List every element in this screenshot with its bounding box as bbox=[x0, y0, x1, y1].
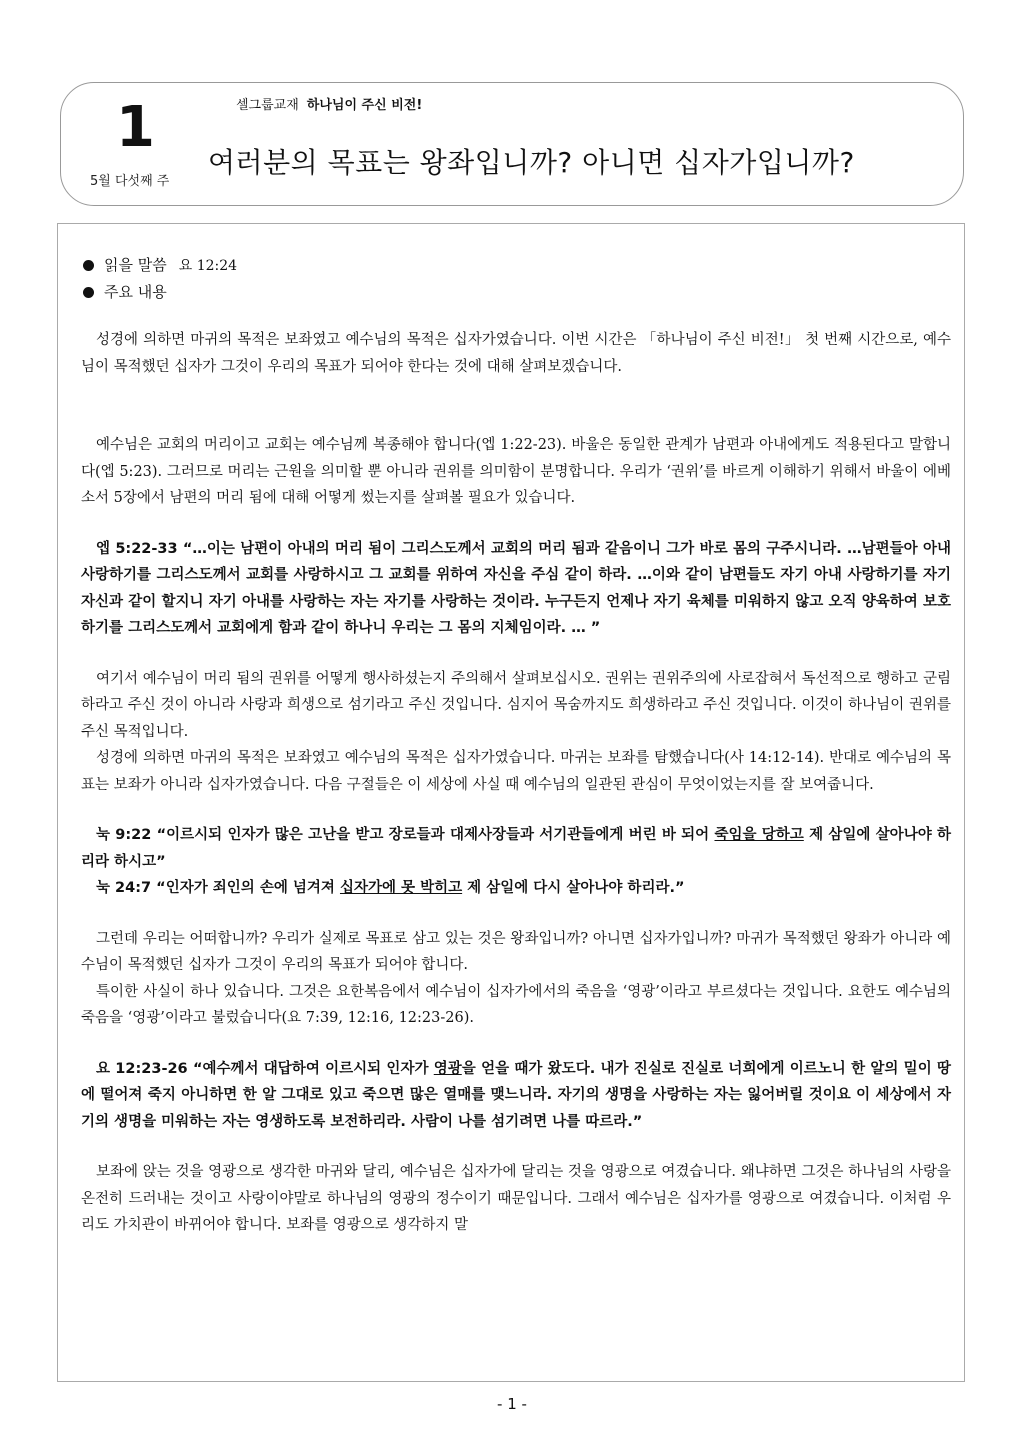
verse-quote: 요 12:23-26 “예수께서 대답하여 이르시되 인자가 영광을 얻을 때가 왔도다. 내가 진실로 진실로 너희에게 이르노니 한 알의 밀이 땅에 떨어져 죽지 아니하면 한 알 그대로 있고 죽으면 많은 열매를 맺느니라. 자기의 생명을 사랑하는 자는 잃어버릴 것이요 이 세상에서 자기의 생명을 미워하는 자는 영생하도록 보전하리라. 사람이 나를 섬기려면 나를 따르라.” bbox=[81, 1060, 951, 1130]
bullet-dot-icon bbox=[83, 260, 94, 271]
week-label: 5월 다섯째 주 bbox=[90, 174, 170, 189]
reading-bullet bbox=[81, 252, 951, 279]
underlined-phrase: 영광 bbox=[433, 1060, 462, 1077]
paragraph: 그런데 우리는 어떠합니까? 우리가 실제로 목표로 삼고 있는 것은 왕좌입니까? 아니면 십자가입니까? 마귀가 목적했던 왕좌가 아니라 예수님이 목적했던 십자가 그것이 우리의 목표가 되어야 합니다. bbox=[81, 930, 951, 973]
content-box bbox=[57, 223, 965, 1382]
paragraph: 성경에 의하면 마귀의 목적은 보좌였고 예수님의 목적은 십자가였습니다. 이번 시간은 「하나님이 주신 비전!」 첫 번째 시간으로, 예수님이 목적했던 십자가 그것이 우리의 목표가 되어야 한다는 것에 대해 살펴보겠습니다. bbox=[81, 332, 951, 375]
verse-quote: 눅 24:7 “인자가 죄인의 손에 넘겨져 십자가에 못 박히고 제 삼일에 다시 살아나야 하리라.” bbox=[96, 880, 685, 896]
paragraph: 성경에 의하면 마귀의 목적은 보좌였고 예수님의 목적은 십자가였습니다. 마귀는 보좌를 탐했습니다(사 14:12-14). 반대로 예수님의 목표는 보좌가 아니라 십자가였습니다. 다음 구절들은 이 세상에 사실 때 예수님의 일관된 관심이 무엇이었는지를 잘 보여줍니다. bbox=[81, 750, 951, 793]
underlined-phrase: 십자가에 못 박히고 bbox=[339, 880, 463, 896]
paragraph: 보좌에 앉는 것을 영광으로 생각한 마귀와 달리, 예수님은 십자가에 달리는 것을 영광으로 여겼습니다. 왜냐하면 그것은 하나님의 사랑을 온전히 드러내는 것이고 사랑이야말로 하나님의 영광의 정수이기 때문입니다. 그래서 예수님은 십자가를 영광으로 여겼습니다. 이처럼 우리도 가치관이 바뀌어야 합니다. 보좌를 영광으로 생각하지 말 bbox=[81, 1164, 951, 1233]
paragraph: 예수님은 교회의 머리이고 교회는 예수님께 복종해야 합니다(엡 1:22-23). 바울은 동일한 관계가 남편과 아내에게도 적용된다고 말합니다(엡 5:23). 그러므로 머리는 근원을 의미할 뿐 아니라 권위를 의미함이 분명합니다. 우리가 ‘권위’를 바르게 이해하기 위해서 바울이 에베소서 5장에서 남편의 머리 됨에 대해 어떻게 썼는지를 살펴볼 필요가 있습니다. bbox=[81, 437, 951, 506]
reading-ref: 요 12:24 bbox=[178, 258, 238, 274]
page-number: - 1 - bbox=[497, 1395, 527, 1413]
bullet-dot-icon bbox=[83, 287, 94, 298]
reading-label: 읽을 말씀 bbox=[104, 256, 167, 274]
verse-quote: 눅 9:22 “이르시되 인자가 많은 고난을 받고 장로들과 대제사장들과 서기관들에게 버린 바 되어 죽임을 당하고 제 삼일에 살아나야 하리라 하시고” bbox=[81, 827, 951, 870]
main-bullet bbox=[81, 279, 951, 305]
main-label: 주요 내용 bbox=[104, 283, 167, 301]
lesson-number: 1 bbox=[116, 95, 155, 160]
content bbox=[81, 252, 951, 1239]
underlined-phrase: 죽임을 당하고 bbox=[714, 827, 804, 843]
series-name: 하나님이 주신 비전! bbox=[306, 98, 423, 113]
series-label: 셀그룹교재 bbox=[236, 98, 299, 113]
page-title: 여러분의 목표는 왕좌입니까? 아니면 십자가입니까? bbox=[208, 146, 855, 179]
verse-quote: 엡 5:22-33 “…이는 남편이 아내의 머리 됨이 그리스도께서 교회의 머리 됨과 같음이니 그가 바로 몸의 구주시니라. …남편들아 아내 사랑하기를 그리스도께서 교회를 사랑하시고 그 교회를 위하여 자신을 주심 같이 하라. …이와 같이 남편들도 자기 아내 사랑하기를 자기 자신과 같이 할지니 자기 아내를 사랑하는 자는 자기를 사랑하는 것이라. 누구든지 언제나 자기 육체를 미워하지 않고 오직 양육하여 보호하기를 그리스도께서 교회에게 함과 같이 하나니 우리는 그 몸의 지체임이라. … ” bbox=[81, 540, 951, 636]
series-line bbox=[236, 94, 422, 113]
paragraph: 여기서 예수님이 머리 됨의 권위를 어떻게 행사하셨는지 주의해서 살펴보십시오. 권위는 권위주의에 사로잡혀서 독선적으로 행하고 군림하라고 주신 것이 아니라 사랑과 희생으로 섬기라고 주신 것입니다. 심지어 목숨까지도 희생하라고 주신 것입니다. 이것이 하나님이 권위를 주신 목적입니다. bbox=[81, 670, 951, 740]
paragraph: 특이한 사실이 하나 있습니다. 그것은 요한복음에서 예수님이 십자가에서의 죽음을 ‘영광’이라고 부르셨다는 것입니다. 요한도 예수님의 죽음을 ‘영광’이라고 불렀습니다(요 7:39, 12:16, 12:23-26). bbox=[81, 983, 951, 1026]
